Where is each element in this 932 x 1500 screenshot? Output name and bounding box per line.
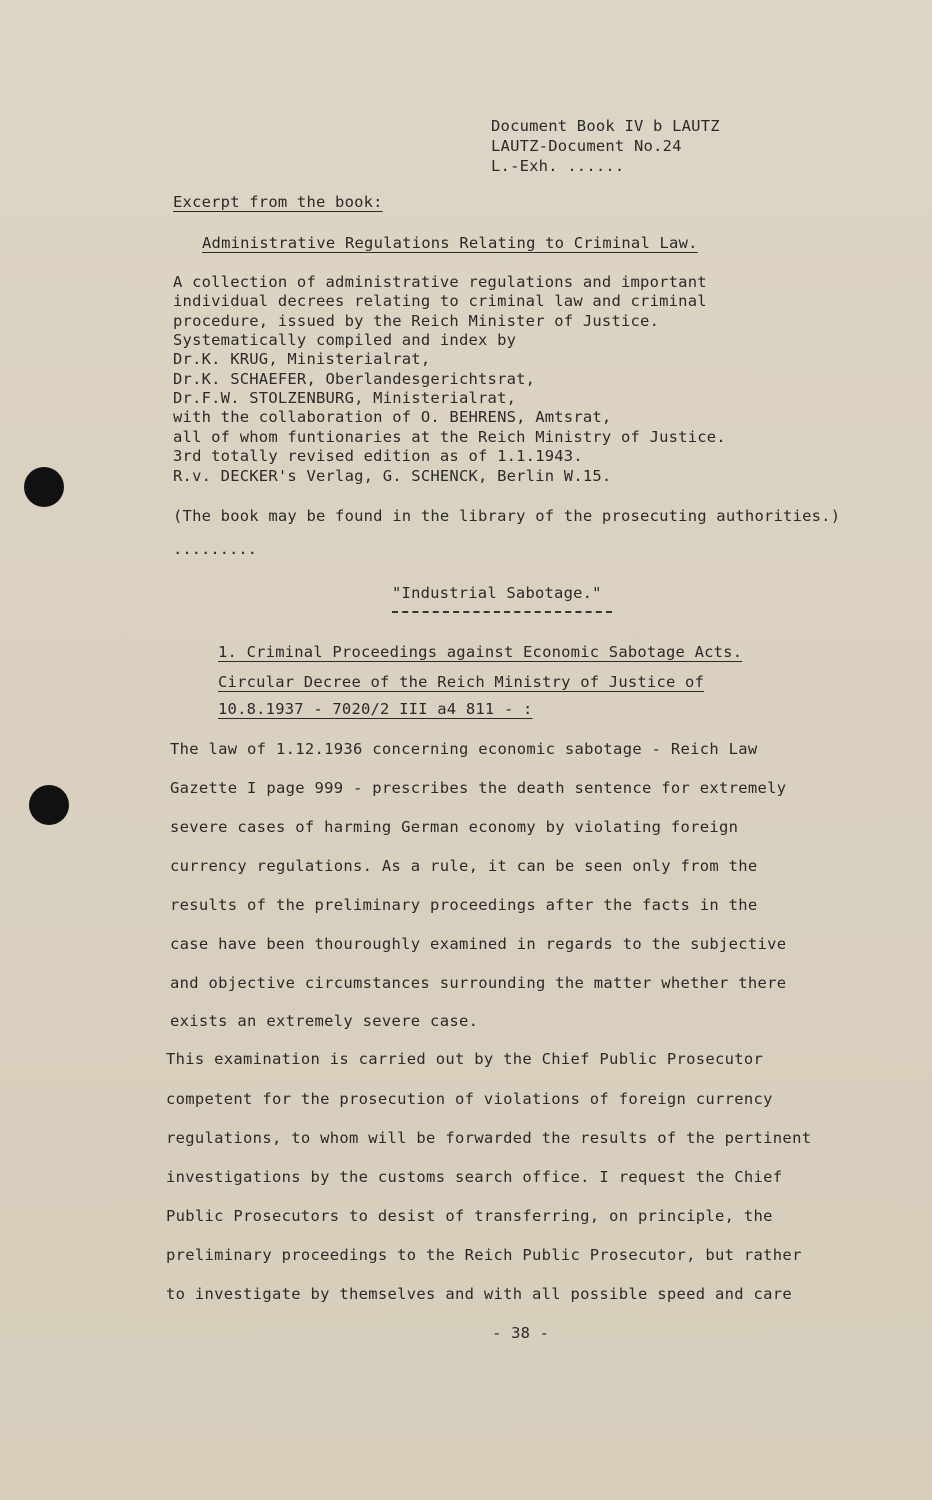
punch-hole-top	[24, 467, 64, 507]
body-line: Public Prosecutors to desist of transferring, on principle, the	[166, 1207, 773, 1225]
body-line: to investigate by themselves and with all possible speed and care	[166, 1285, 793, 1303]
header-line-3: L.-Exh. ......	[491, 157, 625, 175]
description-line: Dr.F.W. STOLZENBURG, Ministerialrat,	[173, 389, 517, 407]
body-line: The law of 1.12.1936 concerning economic sabotage - Reich Law	[170, 740, 758, 758]
body-line: preliminary proceedings to the Reich Public Prosecutor, but rather	[166, 1246, 802, 1264]
body-line: competent for the prosecution of violations of foreign currency	[166, 1090, 773, 1108]
body-line: This examination is carried out by the Chief Public Prosecutor	[166, 1050, 764, 1068]
description-line: R.v. DECKER's Verlag, G. SCHENCK, Berlin W.15.	[173, 467, 612, 485]
header-line-1: Document Book IV b LAUTZ	[491, 117, 720, 135]
description-line: Systematically compiled and index by	[173, 331, 517, 349]
description-line: individual decrees relating to criminal law and criminal	[173, 292, 707, 310]
subheading-line: 1. Criminal Proceedings against Economic Sabotage Acts.	[218, 643, 743, 661]
body-line: and objective circumstances surrounding the matter whether there	[170, 974, 787, 992]
description-line: with the collaboration of O. BEHRENS, Amtsrat,	[173, 408, 612, 426]
description-line: Dr.K. SCHAEFER, Oberlandesgerichtsrat,	[173, 370, 536, 388]
body-line: severe cases of harming German economy by violating foreign	[170, 818, 739, 836]
header-line-2: LAUTZ-Document No.24	[491, 137, 682, 155]
body-line: Gazette I page 999 - prescribes the death sentence for extremely	[170, 779, 787, 797]
subheading-line: Circular Decree of the Reich Ministry of Justice of	[218, 673, 705, 691]
subheading-line: 10.8.1937 - 7020/2 III a4 811 - :	[218, 700, 533, 718]
description-line: A collection of administrative regulations and important	[173, 273, 707, 291]
section-title-rule	[392, 611, 612, 613]
body-line: results of the preliminary proceedings after the facts in the	[170, 896, 758, 914]
description-line: all of whom funtionaries at the Reich Ministry of Justice.	[173, 428, 726, 446]
book-title: Administrative Regulations Relating to Criminal Law.	[202, 234, 698, 252]
punch-hole-bottom	[29, 785, 69, 825]
body-line: regulations, to whom will be forwarded the results of the pertinent	[166, 1129, 812, 1147]
body-line: exists an extremely severe case.	[170, 1012, 479, 1030]
ellipsis: .........	[173, 540, 257, 558]
page-number: - 38 -	[492, 1324, 550, 1342]
body-line: investigations by the customs search office. I request the Chief	[166, 1168, 783, 1186]
description-line: 3rd totally revised edition as of 1.1.1943.	[173, 447, 583, 465]
library-note: (The book may be found in the library of the prosecuting authorities.)	[173, 507, 841, 525]
excerpt-label: Excerpt from the book:	[173, 193, 383, 211]
body-line: currency regulations. As a rule, it can be seen only from the	[170, 857, 758, 875]
body-line: case have been thouroughly examined in regards to the subjective	[170, 935, 787, 953]
description-line: Dr.K. KRUG, Ministerialrat,	[173, 350, 431, 368]
description-line: procedure, issued by the Reich Minister of Justice.	[173, 312, 660, 330]
section-title: "Industrial Sabotage."	[392, 584, 602, 602]
